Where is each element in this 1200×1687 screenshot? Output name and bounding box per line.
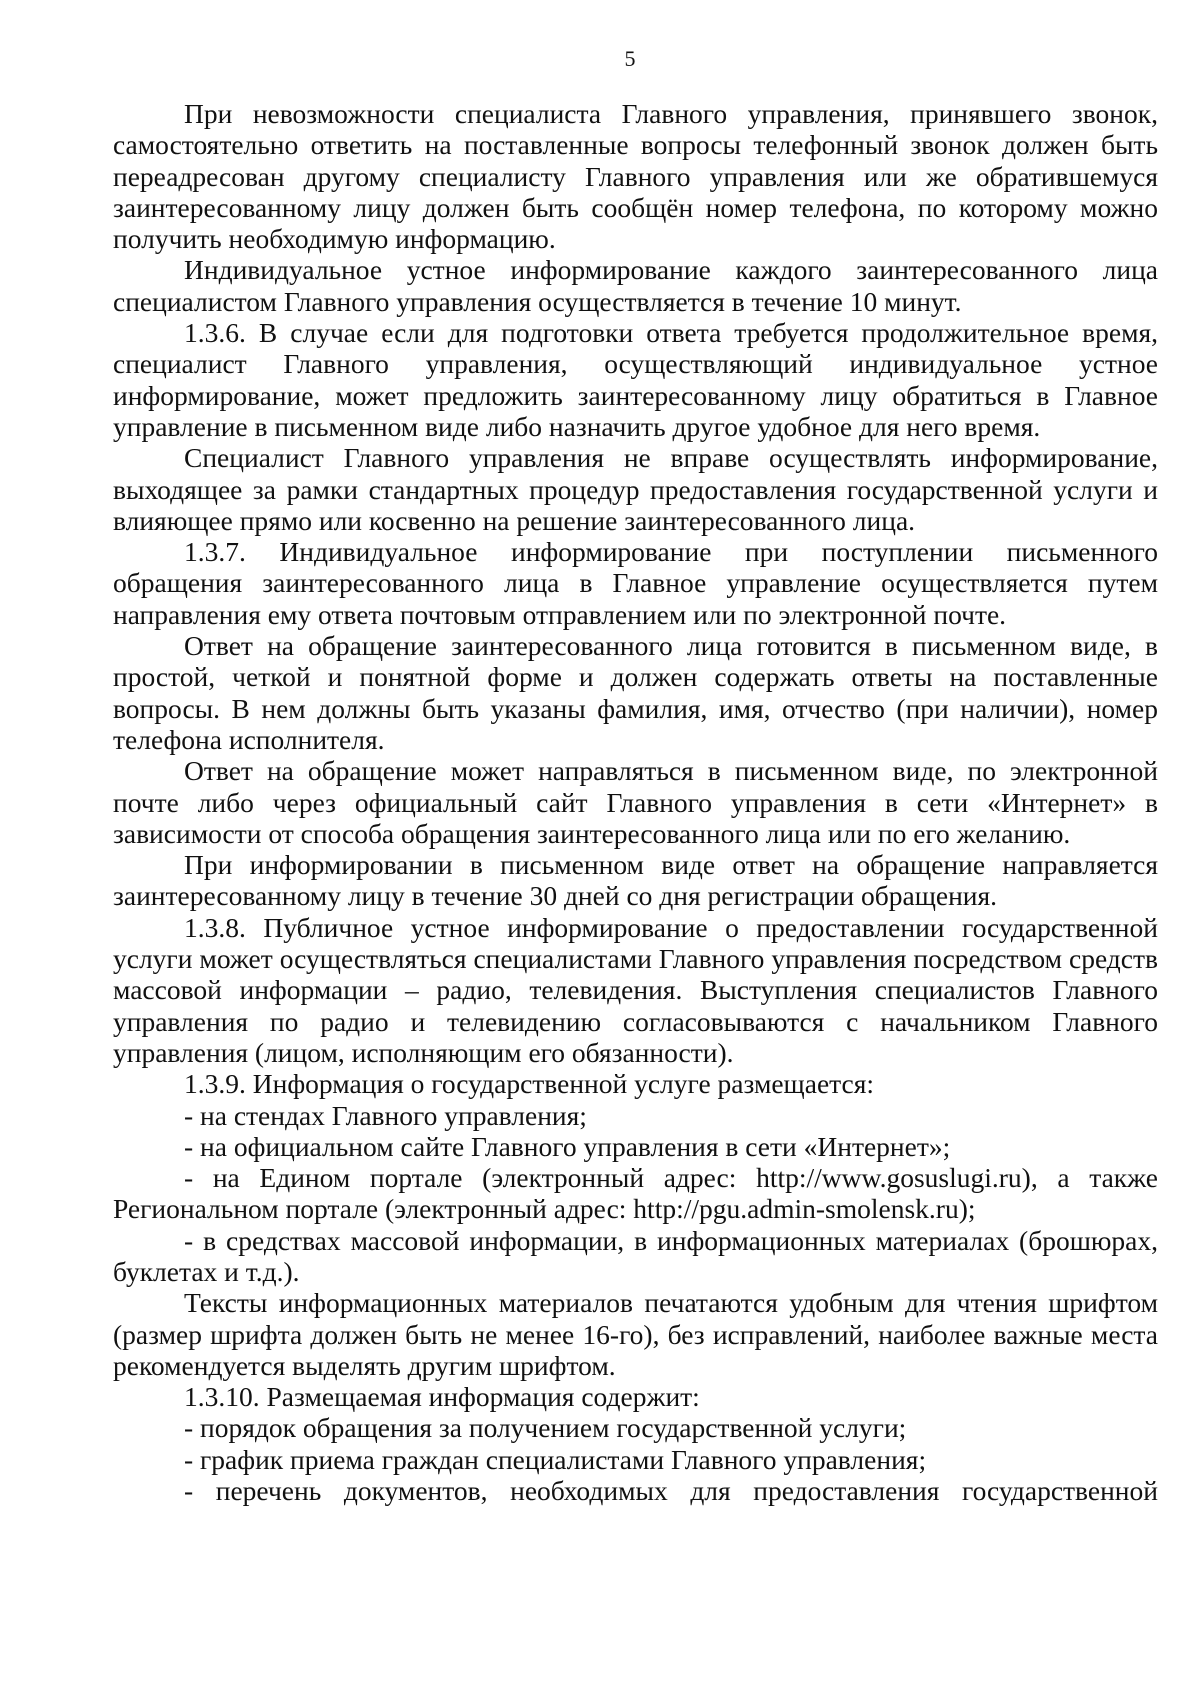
paragraph: 1.3.10. Размещаемая информация содержит: [184,1381,700,1413]
paragraph: 1.3.6. В случае если для подготовки ответа требуется продолжительное время, специалист Главного управления, осуществляющий индивидуальное устное информирование, может предложить заинтересованному лицу обратиться в Главное управление в письменном виде либо назначить другое удобное для него время. [113,317,1158,442]
list-item: - на Едином портале (электронный адрес: http://www.gosuslugi.ru), а также Региональном портале (электронный адрес: http://pgu.admin-smolensk.ru); [113,1162,1158,1225]
list-item: - график приема граждан специалистами Главного управления; [184,1443,927,1475]
paragraph: Индивидуальное устное информирование каждого заинтересованного лица специалистом Главного управления осуществляется в течение 10 минут. [113,254,1158,317]
paragraph: 1.3.9. Информация о государственной услуге размещается: [184,1068,874,1100]
list-item: - перечень документов, необходимых для предоставления государственной [184,1475,1158,1507]
paragraph: Тексты информационных материалов печатаются удобным для чтения шрифтом (размер шрифта должен быть не менее 16-го), без исправлений, наиболее важные места рекомендуется выделять другим шрифтом. [113,1287,1158,1381]
list-item: - в средствах массовой информации, в информационных материалах (брошюрах, буклетах и т.д.). [113,1224,1158,1287]
document-body [113,98,1158,1506]
paragraph: При невозможности специалиста Главного управления, принявшего звонок, самостоятельно ответить на поставленные вопросы телефонный звонок должен быть переадресован другому специалисту Главного управления или же обратившемуся заинтересованному лицу должен быть сообщён номер телефона, по которому можно получить необходимую информацию. [113,98,1158,255]
paragraph: При информировании в письменном виде ответ на обращение направляется заинтересованному лицу в течение 30 дней со дня регистрации обращения. [113,849,1158,912]
paragraph: 1.3.7. Индивидуальное информирование при поступлении письменного обращения заинтересованного лица в Главное управление осуществляется путем направления ему ответа почтовым отправлением или по электронной почте. [113,536,1158,630]
list-item: - порядок обращения за получением государственной услуги; [184,1412,907,1444]
page-number: 5 [624,46,636,71]
list-item: - на стендах Главного управления; [184,1099,587,1131]
paragraph: 1.3.8. Публичное устное информирование о предоставлении государственной услуги может осуществляться специалистами Главного управления посредством средств массовой информации – радио, телевидения. Выступления специалистов Главного управления по радио и телевидению согласовываются с начальником Главного управления (лицом, исполняющим его обязанности). [113,911,1158,1068]
paragraph: Ответ на обращение может направляться в письменном виде, по электронной почте либо через официальный сайт Главного управления в сети «Интернет» в зависимости от способа обращения заинтересованного лица или по его желанию. [113,755,1158,849]
paragraph: Ответ на обращение заинтересованного лица готовится в письменном виде, в простой, четкой и понятной форме и должен содержать ответы на поставленные вопросы. В нем должны быть указаны фамилия, имя, отчество (при наличии), номер телефона исполнителя. [113,630,1158,755]
paragraph: Специалист Главного управления не вправе осуществлять информирование, выходящее за рамки стандартных процедур предоставления государственной услуги и влияющее прямо или косвенно на решение заинтересованного лица. [113,442,1158,536]
list-item: - на официальном сайте Главного управления в сети «Интернет»; [184,1130,951,1162]
